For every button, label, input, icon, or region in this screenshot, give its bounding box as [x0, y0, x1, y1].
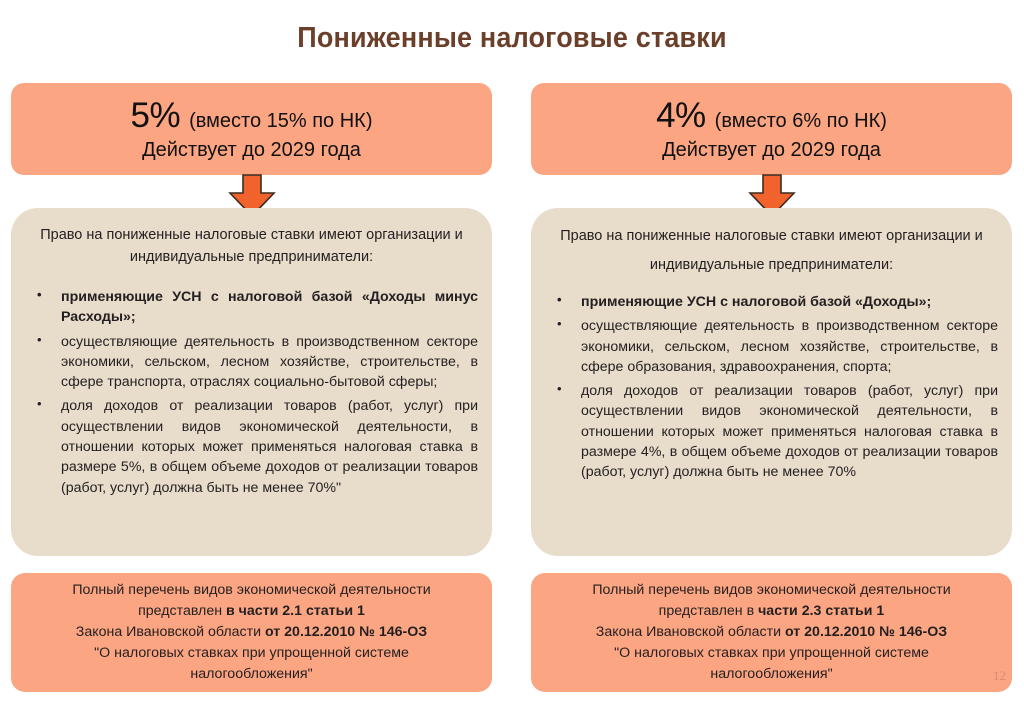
footer-line-1: Полный перечень видов экономической деятельности [592, 582, 951, 599]
footer-line-3 [596, 622, 947, 643]
column-right [531, 0, 1012, 703]
bullet-list-right [545, 292, 998, 483]
body-box-right [531, 208, 1012, 556]
footer-line-5: налогообложения" [190, 665, 313, 682]
rate-note-left: (вместо 15% по НК) [189, 110, 373, 133]
footer-line-4: "О налоговых ставках при упрощенной системе [94, 644, 409, 661]
list-item: • осуществляющие деятельность в производственном секторе экономики, сельском, лесном хозяйстве, строительстве, в сфере транспорта, отраслях социально-бытовой сферы; [25, 332, 478, 393]
footer-line-5: налогообложения" [710, 665, 833, 682]
footer-line-4: "О налоговых ставках при упрощенной системе [614, 644, 929, 661]
intro-text-left: Право на пониженные налоговые ставки имеют организации и индивидуальные предприниматели: [40, 227, 463, 266]
page-title: Пониженные налоговые ставки [297, 22, 727, 54]
rate-percent-right: 4% [656, 96, 706, 136]
footer-line-1: Полный перечень видов экономической деятельности [72, 582, 431, 599]
body-box-left [11, 208, 492, 556]
footer-line-2-bold: в части 2.1 статьи 1 [226, 603, 365, 620]
footer-line-3-plain: Закона Ивановской области [595, 624, 785, 641]
intro-text-right: Право на пониженные налоговые ставки имеют организации и индивидуальные предприниматели: [560, 228, 983, 273]
column-left [11, 0, 492, 703]
footer-line-3-bold: от 20.12.2010 № 146-ОЗ [784, 624, 948, 641]
list-item: • применяющие УСН с налоговой базой «Доходы»; [545, 292, 998, 312]
footer-line-3-plain: Закона Ивановской области [75, 624, 265, 641]
list-item: • осуществляющие деятельность в производственном секторе экономики, сельском, лесном хозяйстве, строительстве, в сфере образования, здравоохранения, спорта; [545, 316, 998, 377]
footer-line-3 [76, 622, 427, 643]
footer-box-left [11, 573, 492, 692]
list-item: • доля доходов от реализации товаров (работ, услуг) при осуществлении видов экономической деятельности, в отношении которых может применяться налоговая ставка в размере 5%, в общем объеме доходов от реализации товаров (работ, услуг) должна быть не менее 70%" [25, 396, 478, 497]
footer-line-2-plain: представлен в [658, 603, 759, 620]
list-item: • доля доходов от реализации товаров (работ, услуг) при осуществлении видов экономической деятельности, в отношении которых может применяться налоговая ставка в размере 4%, в общем объеме доходов от реализации товаров (работ, услуг) должна быть не менее 70% [545, 381, 998, 482]
rate-headline-right [656, 98, 887, 134]
rate-validity-right: Действует до 2029 года [662, 138, 881, 161]
list-item: • применяющие УСН с налоговой базой «Доходы минус Расходы»; [25, 287, 478, 328]
slide-number: 12 [993, 668, 1006, 683]
footer-line-2 [659, 601, 885, 622]
footer-line-3-bold: от 20.12.2010 № 146-ОЗ [264, 624, 428, 641]
rate-validity-left: Действует до 2029 года [142, 138, 361, 161]
footer-line-2 [138, 601, 365, 622]
rate-headline-left [131, 98, 373, 134]
rate-note-right: (вместо 6% по НК) [714, 110, 887, 133]
rate-percent-left: 5% [130, 96, 181, 136]
footer-line-2-plain: представлен [138, 603, 226, 620]
rate-header-box-left [11, 83, 492, 175]
rate-header-box-right [531, 83, 1012, 175]
footer-box-right [531, 573, 1012, 692]
bullet-list-left [25, 287, 478, 498]
footer-line-2-bold: части 2.3 статьи 1 [758, 603, 885, 620]
